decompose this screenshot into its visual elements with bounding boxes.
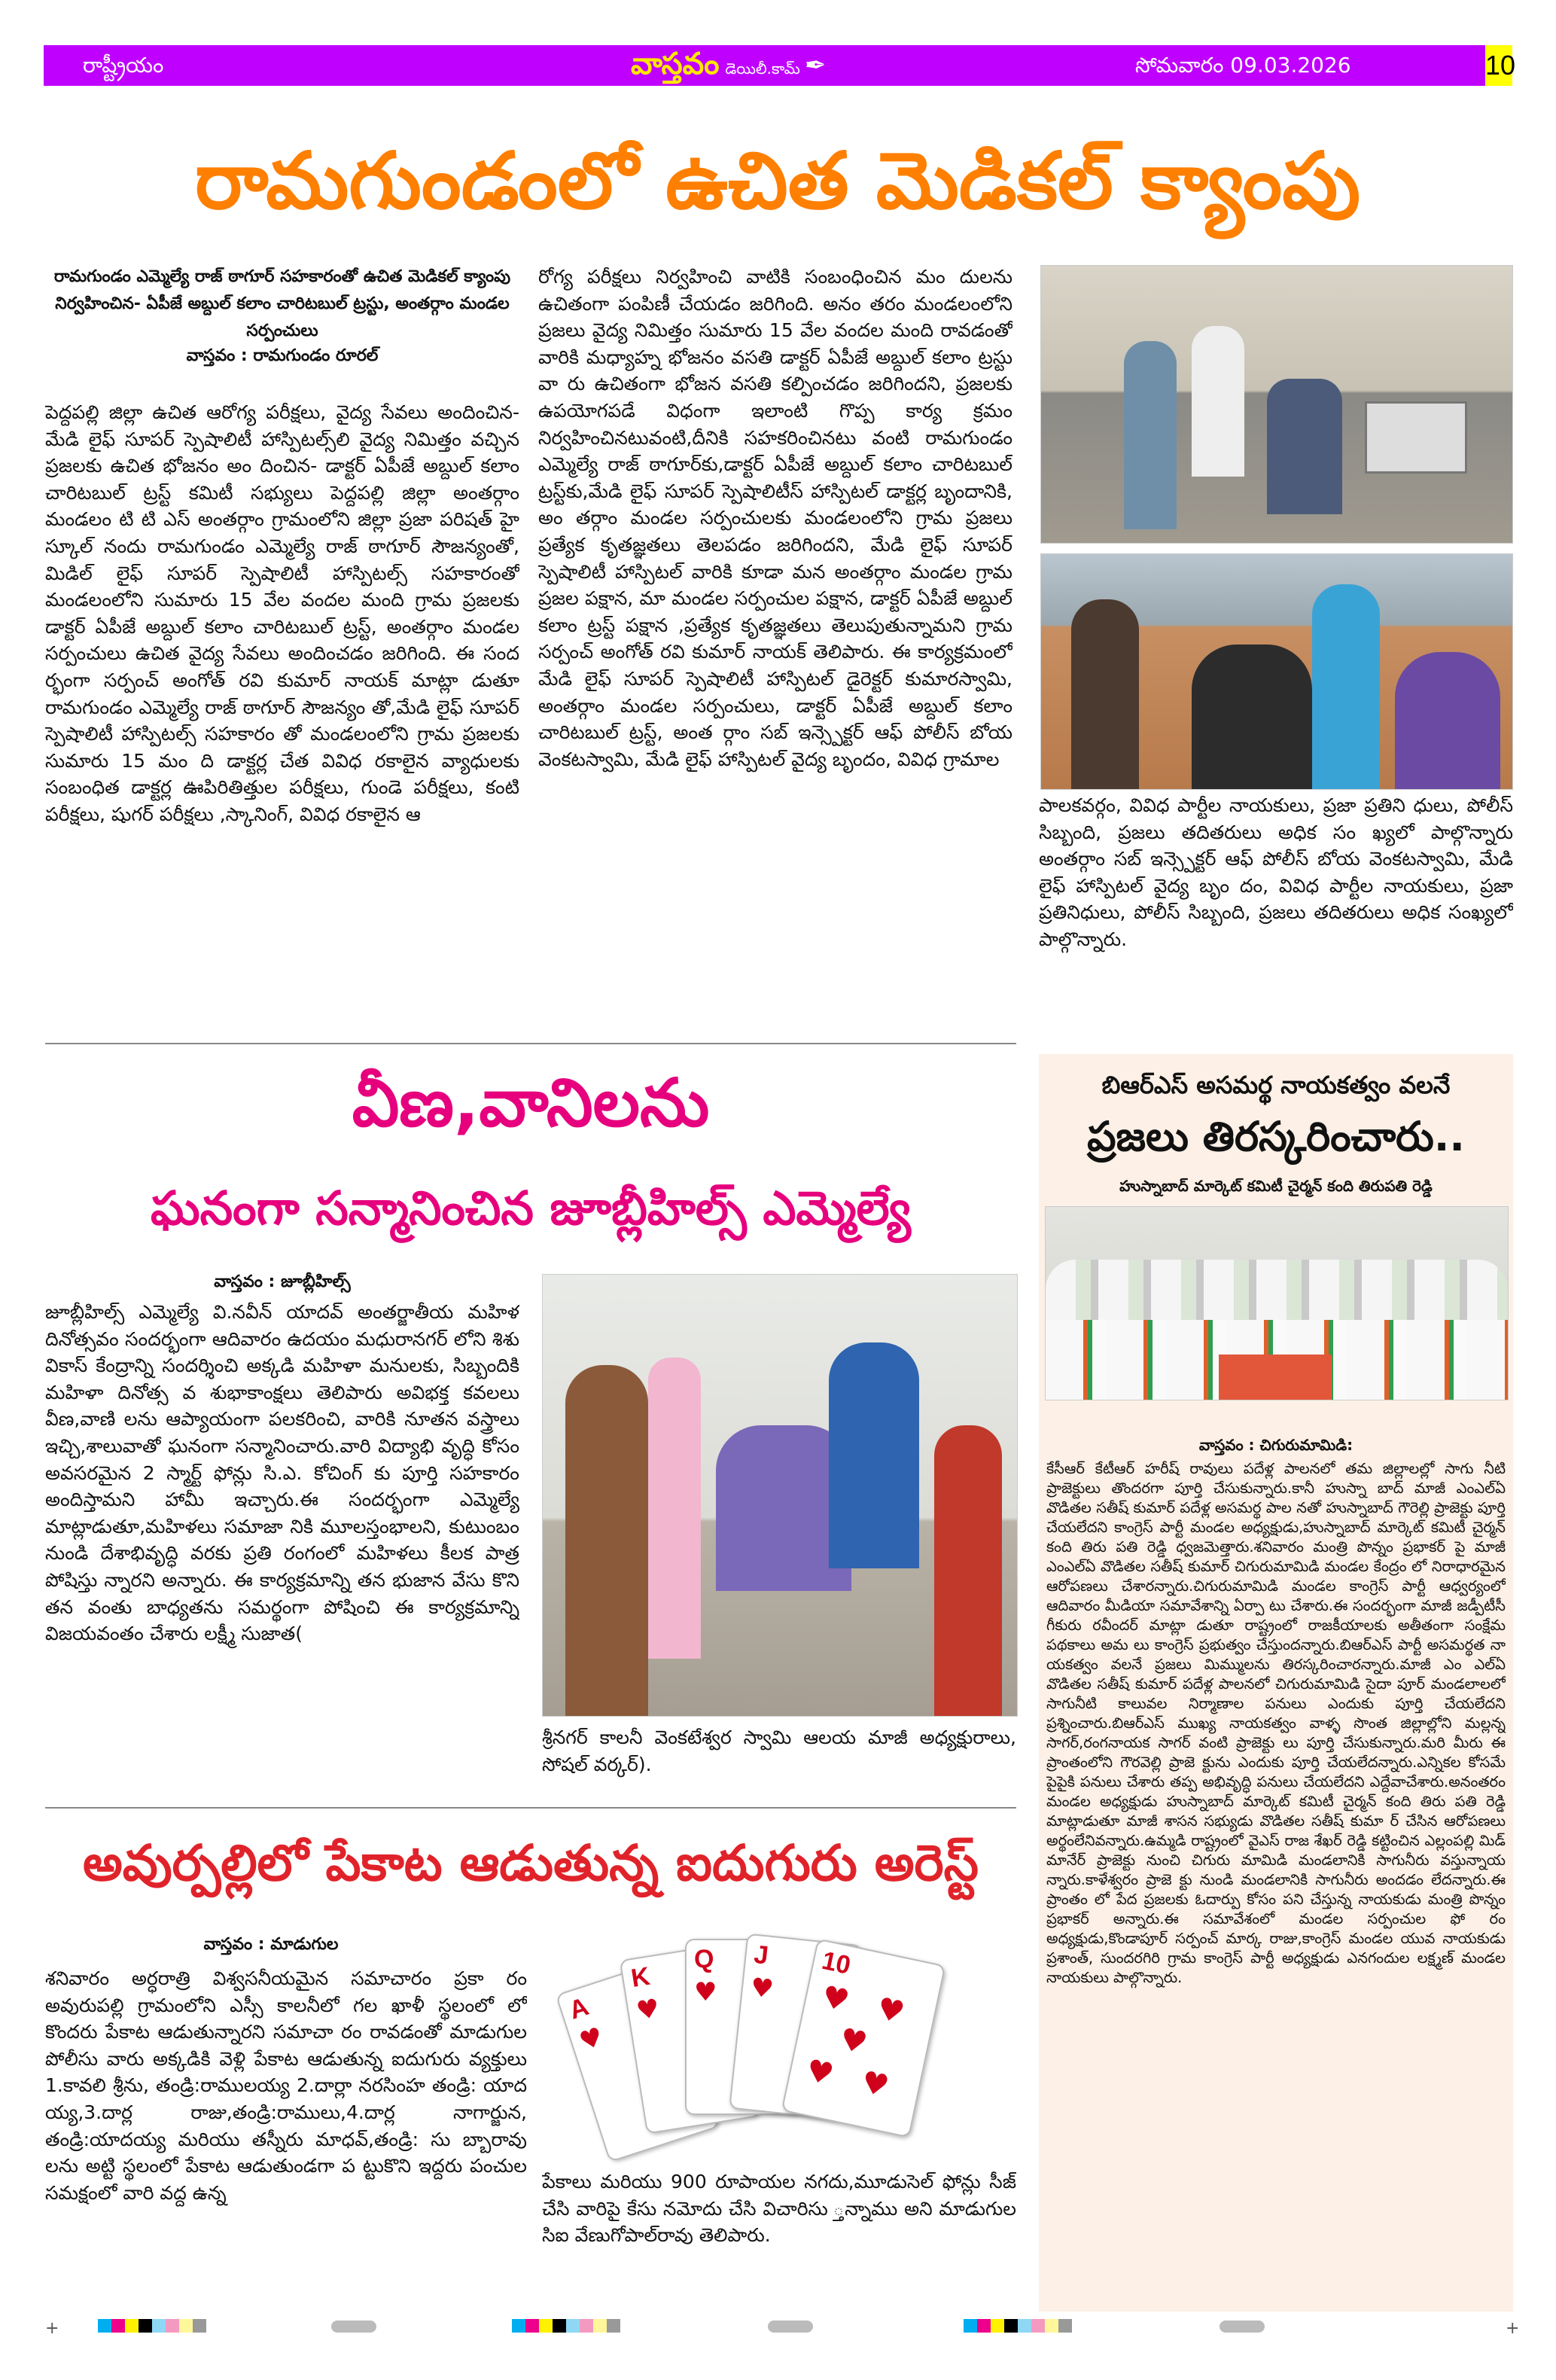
- card-rank: K: [629, 1961, 652, 1994]
- person-figure: [1071, 599, 1139, 789]
- article1-column-1: పెద్దపల్లి జిల్లా ఉచిత ఆరోగ్య పరీక్షలు, వైద్య సేవలు అందించిన-మేడి లైఫ్ సూపర్ స్పెషాలిటీ హాస్పిటల్స్‌లి వైద్య నిమిత్తం వచ్చిన ప్రజలకు ఉచిత భోజనం అం దించిన- డాక్టర్ ఏపీజే అబ్దుల్ కలాం చారిటబుల్ ట్రస్ట్ కమిటీ సభ్యులు పెద్దపల్లి జిల్లా అంతర్గాం మండలం టి టి ఎస్ అంతర్గాం గ్రామంలోని జిల్లా ప్రజా పరిషత్ హై స్కూల్ నందు రామగుండం ఎమ్మెల్యే రాజ్ ఠాగూర్ సౌజన్యంతో, మిడిల్ లైఫ్ సూపర్ స్పెషాలిటీ హాస్పిటల్స్ సహకారంతో మండలంలోని సుమారు 15 వేల వందల మంది గ్రామ ప్రజలకు డాక్టర్ ఏపీజే అబ్దుల్ కలాం చారిటబుల్ ట్రస్ట్, అంతర్గాం మండల సర్పంచులు ఉచిత వైద్య సేవలు అందించడం జరిగింది. ఈ సంద ర్భంగా సర్పంచ్ అంగోత్ రవి కుమార్ నాయక్ మాట్లా డుతూ రామగుండం ఎమ్మెల్యే రాజ్ ఠాగూర్ సౌజన్యం తో,మేడి లైఫ్ సూపర్ స్పెషాలిటీ హాస్పిటల్స్ సహకారం తో మండలంలోని గ్రామ ప్రజలకు సుమారు 15 మం ది డాక్టర్ల చేత వివిధ రకాలైన వ్యాధులకు సంబంధిత డాక్టర్ల ఊపిరితిత్తుల పరీక్షలు, గుండె పరీక్షలు, కంటి పరీక్షలు, షుగర్ పరీక్షలు ,స్కానింగ్, వివిధ రకాలైన ఆ: [45, 401, 519, 825]
- crop-mark-icon: +: [45, 2319, 59, 2338]
- article2-body: జూబ్లీహిల్స్ ఎమ్మెల్యే వి.నవీన్ యాదవ్ అంతర్జాతీయ మహిళ దినోత్సవం సందర్భంగా ఆదివారం ఉదయం మధురానగర్ లోని శిశు వికాస్ కేంద్రాన్ని సందర్శించి అక్కడి మహిళా మనులకు, సిబ్బందికి మహిళా దినోత్స వ శుభాకాంక్షలు తెలిపారు అవిభక్త కవలలు వీణ,వాణి లను ఆప్యాయంగా పలకరించి, వారికి నూతన వస్త్రాలు ఇచ్చి,శాలువాతో ఘనంగా సన్మానించారు.వారి విద్యాభి వృద్ధి కోసం అవసరమైన 2 స్మార్ట్ ఫోన్లు సి.ఎ. కోచింగ్ కు పూర్తి సహకారం అందిస్తామని హామీ ఇచ్చారు.ఈ సందర్భంగా ఎమ్మెల్యే మాట్లాడుతూ,మహిళలు సమాజా నికి మూలస్తంభాలని, కుటుంబం నుండి దేశాభివృద్ధి వరకు ప్రతి రంగంలో మహిళలు కీలక పాత్ర పోషిస్తు న్నారని అన్నారు. ఈ కార్యక్రమాన్ని తన భుజాన వేసు కొని తన వంతు బాధ్యతను సమర్థంగా పోషించి ఈ కార్యక్రమాన్ని విజయవంతం చేశారు లక్ష్మీ సుజాత(: [45, 1301, 519, 1645]
- heart-icon: ♥: [836, 2022, 871, 2062]
- person-figure: [1192, 645, 1312, 789]
- heart-icon: ♥: [694, 1977, 717, 2007]
- logo-subtext: డెయిలీ.కామ్: [725, 59, 800, 78]
- card-rank: Q: [694, 1945, 714, 1973]
- person-figure: [1312, 584, 1380, 789]
- standing-people: [1046, 1260, 1508, 1327]
- person-figure: [565, 1365, 648, 1716]
- article4-headline: ప్రజలు తిరస్కరించారు..: [1087, 1113, 1465, 1160]
- card-rank: A: [565, 1991, 592, 2025]
- color-registration-bar: [964, 2319, 1072, 2333]
- table: [1219, 1355, 1332, 1400]
- heart-icon: ♥: [858, 2065, 892, 2104]
- sidebar-article: [1039, 1054, 1513, 2311]
- logo-text: వాస్తవం: [631, 47, 720, 81]
- registration-pill: [1220, 2321, 1265, 2333]
- card-rank: J: [752, 1940, 770, 1970]
- article4-byline: వాస్తవం : చిగురుమామిడి:: [1198, 1436, 1354, 1454]
- article3-body-continued: పేకాలు మరియు 900 రూపాయల నగదు,మూడుసెల్ ఫోన్లు సీజ్ చేసి వారిపై కేసు నమోదు చేసి విచారిసు ్తన్నాము అని మాడుగుల సిఐ వేణుగోపాల్‌రావు తెలిపారు.: [542, 2171, 1016, 2247]
- article3-body: శనివారం అర్ధరాత్రి విశ్వసనీయమైన సమాచారం ప్రకా రం అవురుపల్లి గ్రామంలోని ఎస్సీ కాలనీలో గల ఖాళీ స్థలంలో లో కొందరు పేకాట ఆడుతున్నారని సమాచా రం రావడంతో మాడుగుల పోలీసు వారు అక్కడికి వెళ్లి పేకాట ఆడుతున్న ఐదుగురు వ్యక్తులు 1.కావలి శ్రీను, తండ్రి:రాములయ్య 2.దార్లా నరసింహ తండ్రి: యాద య్య,3.దార్ల రాజు,తండ్రి:రాములు,4.దార్ల నాగార్జున, తండ్రి:యాదయ్య మరియు తస్నీరు మాధవ్,తండ్రి: సు బ్బారావు లను అట్టి స్థలంలో పేకాట ఆడుతుండగా ప ట్టుకొని ఇద్దరు పంచుల సమక్షంలో వారి వద్ద ఉన్న: [45, 1967, 527, 2204]
- person-figure: [648, 1358, 701, 1659]
- issue-date: సోమవారం 09.03.2026: [1135, 53, 1351, 78]
- article1-lede-block: [53, 264, 512, 372]
- newspaper-logo: [631, 47, 826, 89]
- press-meet-photo: [1045, 1206, 1509, 1400]
- masthead-bar: [44, 45, 1485, 86]
- medical-camp-photo-1: [1040, 265, 1513, 544]
- article4-subheadline: హుస్నాబాద్ మార్కెట్ కమిటీ చైర్మన్ కంది తిరుపతి రెడ్డి: [1119, 1177, 1433, 1195]
- registration-pill: [331, 2321, 376, 2333]
- felicitation-photo: [542, 1274, 1018, 1717]
- person-figure: [829, 1342, 919, 1568]
- ultrasound-machine: [1365, 401, 1467, 474]
- page-number: 10: [1485, 45, 1512, 86]
- article4-kicker: బిఆర్ఎస్ అసమర్థ నాయకత్వం వలనే: [1101, 1071, 1451, 1099]
- card-rank: 10: [819, 1946, 854, 1980]
- heart-icon: ♥: [634, 1993, 662, 2027]
- person-figure: [934, 1425, 1002, 1716]
- section-label: రాష్ట్రీయం: [83, 53, 164, 78]
- article1-column-2: రోగ్య పరీక్షలు నిర్వహించి వాటికి సంబంధించిన మం దులను ఉచితంగా పంపిణీ చేయడం జరిగింది. అనం తరం మండలంలోని ప్రజలు వైద్య నిమిత్తం సుమారు 15 వేల వందల మంది రావడంతో వారికి మధ్యాహ్న భోజనం వసతి డాక్టర్ ఏపీజే అబ్దుల్ కలాం ట్రస్టు వా రు ఉచితంగా భోజన వసతి కల్పించడం జరిగిందని, ప్రజలకు ఉపయోగపడే విధంగా ఇలాంటి గొప్ప కార్య క్రమం నిర్వహించినటువంటి,దీనికి సహకరించినటు వంటి రామగుండం ఎమ్మెల్యే రాజ్ ఠాగూర్‌కు,డాక్టర్ ఏపీజే అబ్దుల్ కలాం చారిటబుల్ ట్రస్ట్‌కు,మేడి లైఫ్ సూపర్ స్పెషాలిటీస్ హాస్పిటల్ డాక్టర్ల బృందానికి, అం తర్గాం మండల సర్పంచులకు మండలంలోని గ్రామ ప్రజలు ప్రత్యేక కృతజ్ఞతలు తెలపడం జరిగిందని, మేడి లైఫ్ సూపర్ స్పెషాలిటీ హాస్పిటల్ వారికి కూడా మన అంతర్గాం మండల గ్రామ ప్రజల పక్షాన, మా మండల సర్పంచుల పక్షాన, డాక్టర్ ఏపీజే అబ్దుల్ కలాం ట్రస్ట్ పక్షాన ,ప్రత్యేక కృతజ్ఞతలు తెలుపుతున్నామని గ్రామ సర్పంచ్ అంగోత్ రవి కుమార్ నాయక్ తెలిపారు. ఈ కార్యక్రమంలో మేడి లైఫ్ సూపర్ స్పెషాలిటీ హాస్పిటల్ డైరెక్టర్ కుమారస్వామి, అంతర్గాం మండల సర్పంచులు, డాక్టర్ ఏపీజే అబ్దుల్ కలాం చారిటబుల్ ట్రస్ట్, అంత ర్గాం సబ్ ఇన్స్పెక్టర్ ఆఫ్ పోలీస్ బోయ వెంకటస్వామి, మేడి లైఫ్ హాస్పిటల్ వైద్య బృందం, వివిధ గ్రామాల: [538, 266, 1012, 770]
- article1-headline: రామగుండంలో ఉచిత మెడికల్ క్యాంపు: [195, 135, 1360, 227]
- color-registration-bar: [512, 2319, 620, 2333]
- article2-byline: వాస్తవం : జూబ్లీహిల్స్: [214, 1272, 351, 1291]
- medical-camp-photo-2: [1040, 553, 1513, 790]
- heart-icon: ♥: [802, 2052, 837, 2093]
- crop-mark-icon: +: [1506, 2319, 1520, 2338]
- article4-body: కేసీఆర్ కేటీఆర్ హరీష్ రావులు పదేళ్ల పాలనలో తమ జిల్లాలల్లో సాగు నీటి ప్రాజెక్టులు తొందరగా పూర్తి చేసుకున్నారు.కానీ హుస్నా బాద్ మాజీ ఎంఎల్ఏ వొడితల సతీష్ కుమార్ పదేళ్ల అసమర్థ పాల నతో హుస్నాబాద్ గౌరెల్లి ప్రాజెక్టు పూర్తి చేయలేదని కాంగ్రెస్ పార్టీ మండల అధ్యక్షుడు,హుస్నాబాద్ మార్కెట్ కమిటీ చైర్మన్ కంది తిరు పతి రెడ్డి ధ్వజమెత్తారు.శనివారం మంత్రి పొన్నం ప్రభాకర్ పై మాజీ ఎంఎల్ఏ వొడితల సతీష్ కుమార్ చిగురుమామిడి మండల కేంద్రం లో నిరాధారమైన ఆరోపణలు చేశారన్నారు.చిగురుమామిడి మండల కాంగ్రెస్ పార్టీ ఆధ్వర్యంలో ఆదివారం మీడియా సమావేశాన్ని ఏర్పా టు చేశారు.ఈ సందర్భంగా మాజీ జడ్పీటీసీ గీకురు రవీందర్ మాట్లా డుతూ రాష్ట్రంలో రాజకీయాలకు అతీతంగా సంక్షేమ పథకాలు అమ లు కాంగ్రెస్ ప్రభుత్వం చేస్తుందన్నారు.బిఆర్ఎస్ పార్టీ అసమర్థత నా యకత్వం వలనే ప్రజలు మిమ్ములను తిరస్కరించారన్నారు.మాజీ ఎం ఎల్ఏ వొడితల సతీష్ కుమార్ పదేళ్ల పాలనలో చిగురుమామిడి సైదా పూర్ మండలాలలో సాగునీటి కాలువల నిర్మాణాల పనులు ఎందుకు పూర్తి చేయలేదని ప్రశ్నించారు.బిఆర్ఎస్ ముఖ్య నాయకత్వం వాళ్ళ సొంత జిల్లాల్లోని మల్లన్న సాగర్,రంగనాయక సాగర్ వంటి ప్రాజెక్టు లు పూర్తి చేసుకున్నారు.మరి మీరు ఈ ప్రాంతంలోని గౌరవెల్లి ప్రాజె క్టును ఎందుకు పూర్తి చేయలేదన్నారు.ఎన్నికల కోసమే పైపైకి పనులు చేశారు తప్ప అభివృద్ధి పనులు చేయలేదని ఎద్దేవాచేశారు.అనంతరం మండల అధ్యక్షుడు హుస్నాబాద్ మార్కెట్ కమిటీ చైర్మన్ కంది తిరు పతి రెడ్డి మాట్లాడుతూ మాజీ శాసన సభ్యుడు వొడితల సతీష్ కుమా ర్ చేసిన ఆరోపణలు అర్థంలేనివన్నారు.ఉమ్మడి రాష్ట్రంలో వైఎస్ రాజ శేఖర్ రెడ్డి కట్టించిన ఎల్లంపల్లి మిడ్ మానేర్ ప్రాజెక్టు నుంచి చిగురు మామిడి మండలానికి సాగునీరు వస్తున్నాయ న్నారు.కాళేశ్వరం ప్రాజె క్టు నుండి మండలానికి సాగునీరు అందడం లేదన్నారు.ఈ ప్రాంతం లో పేద ప్రజలకు ఓదార్పు కోసం పని చేస్తున్న నాయకుడు మంత్రి పొన్నం ప్రభాకర్ అన్నారు.ఈ సమావేశంలో మండల సర్పంచుల ఫో రం అధ్యక్షుడు,కొండాపూర్ సర్పంచ్ మార్క రాజు,కాంగ్రెస్ మండల యువ నాయకుడు ప్రశాంత్, సుందరగిరి గ్రామ కాంగ్రెస్ పార్టీ అధ్యక్షుడు ఎనగందుల లక్ష్మణ్ మండల నాయకులు పాల్గొన్నారు.: [1046, 1460, 1506, 1986]
- divider: [45, 1043, 1016, 1044]
- heart-icon: ♥: [575, 2021, 607, 2058]
- person-figure: [1395, 652, 1500, 789]
- article2-headline: వీణ,వానిలను: [352, 1064, 710, 1141]
- heart-icon: ♥: [818, 1979, 853, 2019]
- divider: [45, 1807, 1016, 1809]
- registration-pill: [768, 2321, 813, 2333]
- article3-byline: వాస్తవం : మాడుగుల: [203, 1935, 339, 1954]
- person-figure: [1192, 326, 1244, 477]
- color-registration-bar: [98, 2319, 206, 2333]
- heart-icon: ♥: [749, 1972, 775, 2005]
- article1-byline: వాస్తవం : రామగుండం రూరల్: [186, 346, 379, 365]
- article3-headline: అవుర్పల్లిలో పేకాట ఆడుతున్న ఐదుగురు అరెస్ట్: [82, 1834, 979, 1892]
- person-figure: [1267, 379, 1342, 514]
- heart-icon: ♥: [873, 1991, 908, 2031]
- felicitation-photo-caption: శ్రీనగర్ కాలనీ వెంకటేశ్వర స్వామి ఆలయ మాజీ అధ్యక్షురాలు, సోషల్ వర్కర్).: [542, 1726, 1016, 1775]
- person-figure: [1124, 341, 1177, 529]
- article1-column-3: పాలకవర్గం, వివిధ పార్టీల నాయకులు, ప్రజా ప్రతిని ధులు, పోలీస్ సిబ్బంది, ప్రజలు తదితరులు అధిక సం ఖ్యలో పాల్గొన్నారు అంతర్గాం సబ్ ఇన్స్పెక్టర్ ఆఫ్ పోలీస్ బోయ వెంకటస్వామి, మేడి లైఫ్ హాస్పిటల్ వైద్య బృం దం, వివిధ పార్టీల నాయకులు, ప్రజా ప్రతినిధులు, పోలీస్ సిబ్బంది, ప్రజలు తదితరులు అధిక సంఖ్యలో పాల్గొన్నారు.: [1039, 794, 1513, 950]
- article1-lede: రామగుండం ఎమ్మెల్యే రాజ్ ఠాగూర్ సహకారంతో ఉచిత మెడికల్ క్యాంపు నిర్వహించిన- ఏపీజే అబ్దుల్ కలాం చారిటబుల్ ట్రస్టు, అంతర్గాం మండల సర్పంచులు: [53, 267, 511, 340]
- playing-cards-image: [565, 1927, 941, 2161]
- quill-icon: ✒: [804, 50, 827, 81]
- article2-subheadline: ఘనంగా సన్మానించిన జూబ్లీహిల్స్ ఎమ్మెల్యే: [151, 1181, 911, 1236]
